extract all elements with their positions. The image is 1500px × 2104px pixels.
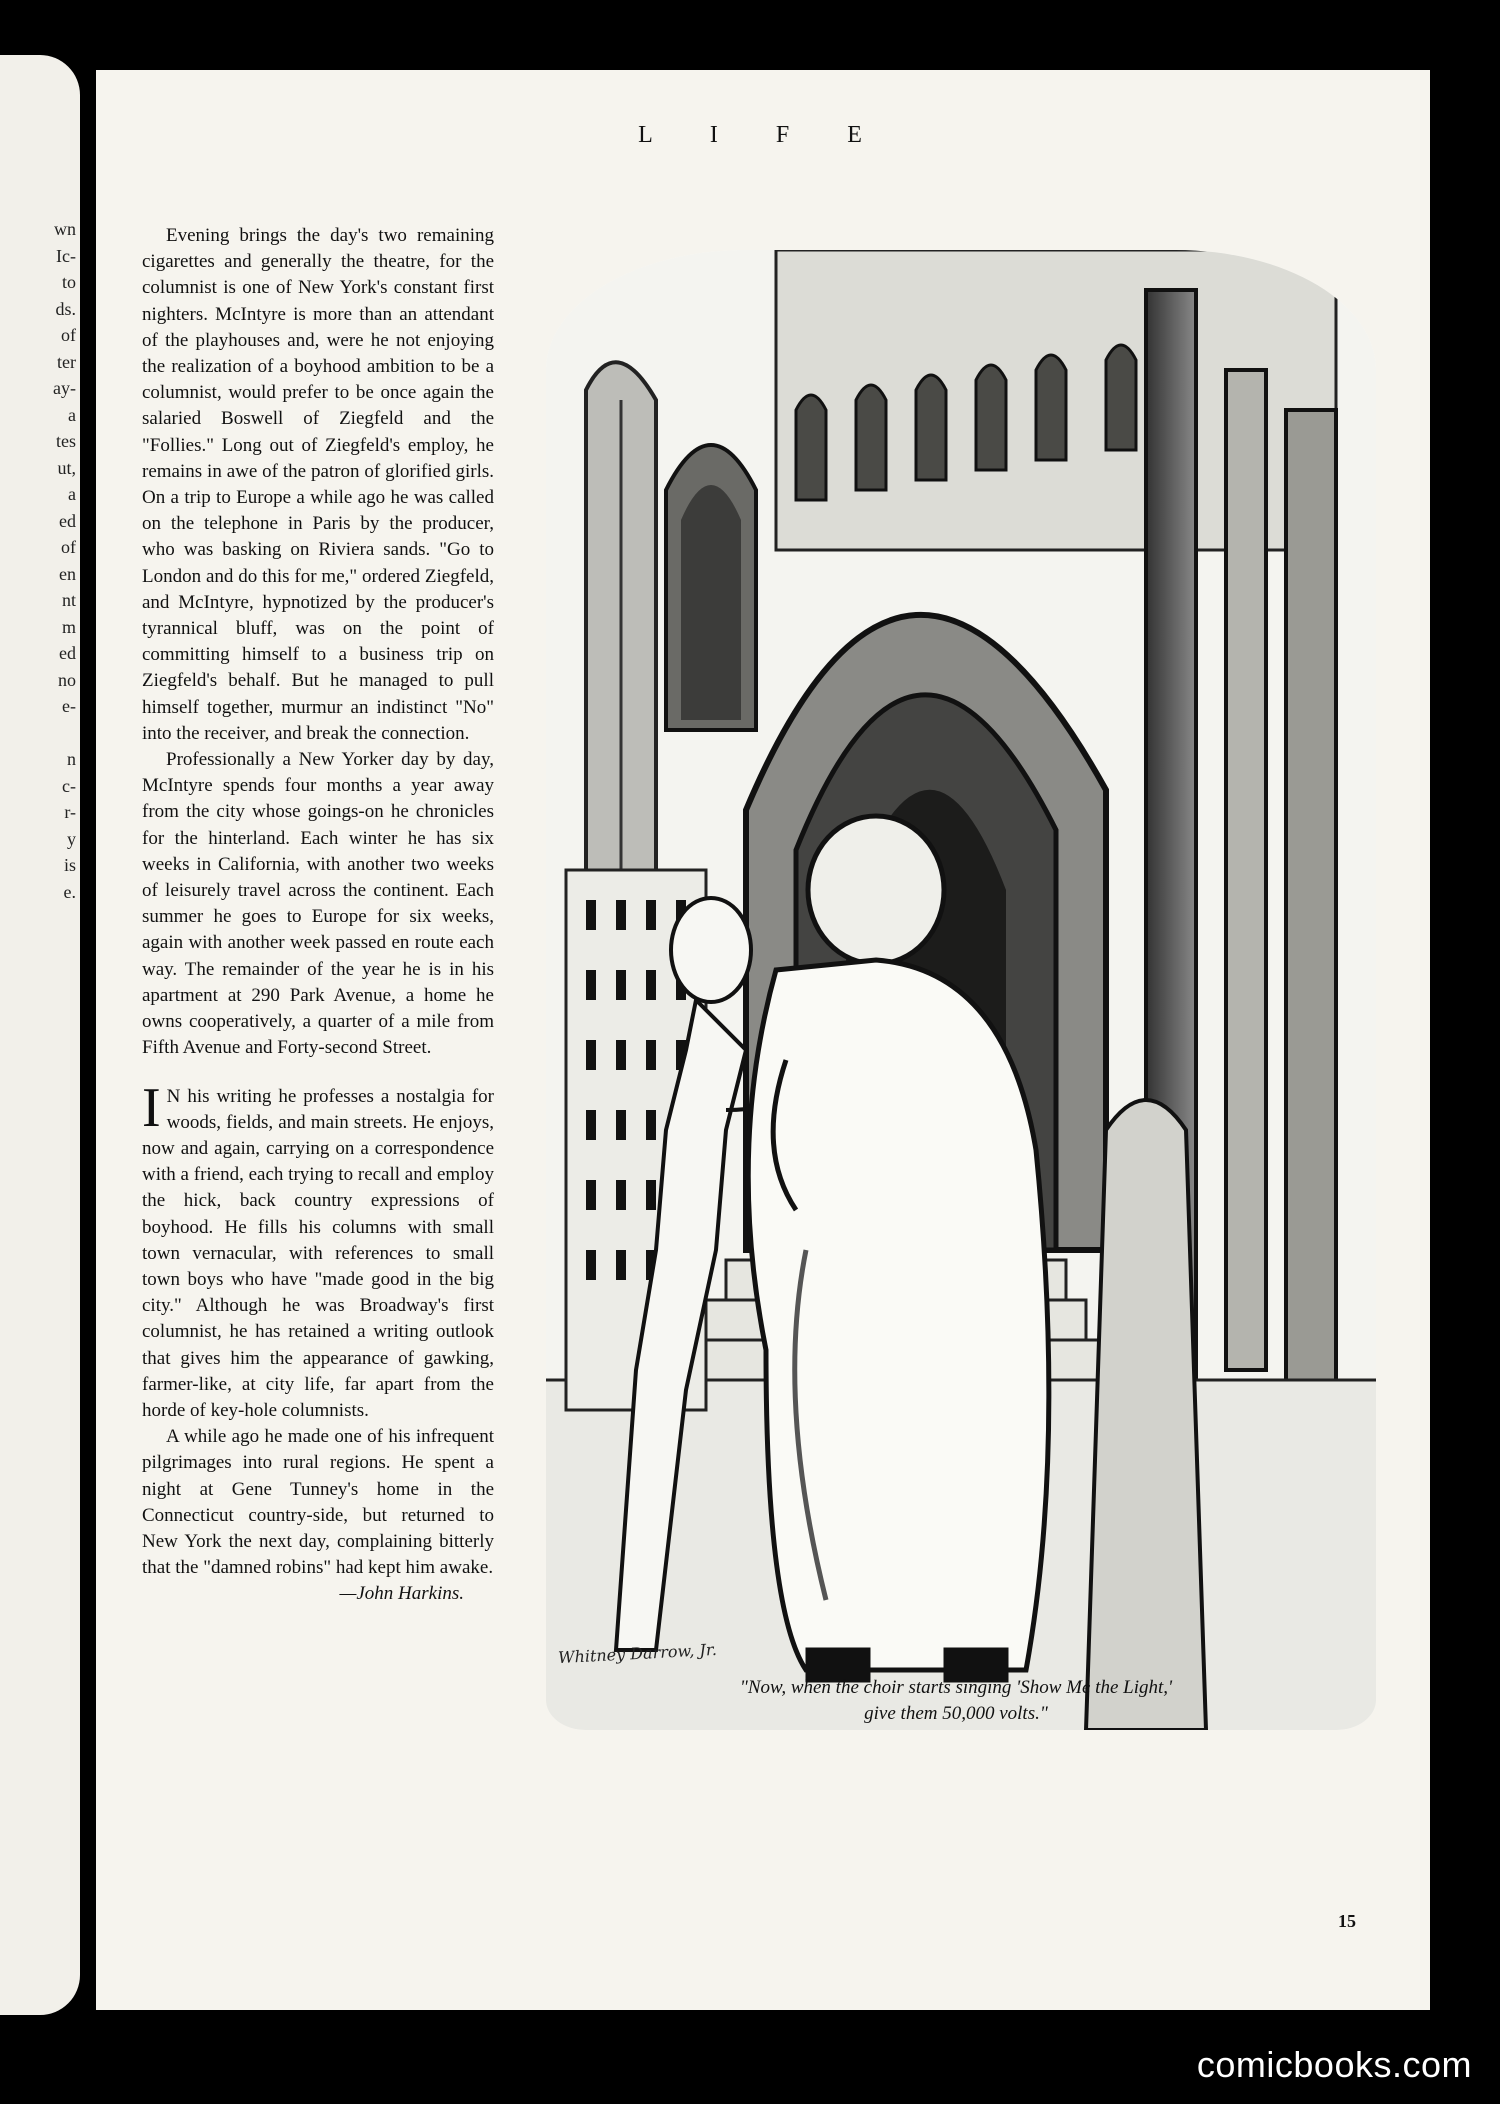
facing-page-fragment: ds. [55,298,76,319]
facing-page-fragment: no [58,669,76,690]
facing-page-fragment: ay- [53,378,76,398]
artist-signature: Whitney Darrow, Jr. [557,1639,718,1668]
facing-page-fragment: e. [63,881,76,902]
site-watermark: comicbooks.com [1196,2044,1472,2085]
facing-page-fragment: ed [59,643,76,663]
facing-page-fragment: of [61,537,76,557]
drop-cap: I [142,1076,161,1139]
facing-page-fragment: n [67,749,76,769]
article-paragraph-1: Evening brings the day's two remaining cigarettes and generally the theatre, for the columnist is one of New York's constant first nighters. McIntyre is more than an attendant of the playhouses and, were he not enjoying the realization of a boyhood ambition to be a columnist, would prefer to be once again the salaried Boswell of Ziegfeld and the "Follies." Long out of Ziegfeld's employ, he remains in awe of the patron of glorified girls. On a trip to Europe a while ago he was called on the telephone in Paris by the producer, who was basking on Riviera sands. "Go to London and do this for me," ordered Ziegfeld, and McIntyre, hypnotized by the producer's tyrannical bluff, was on the point of committing himself to a business trip on Ziegfeld's behalf. But he managed to pull himself together, murmur an indistinct "No" into the receiver, and break the connection. [142,225,494,744]
facing-page-fragment: m [61,616,76,637]
facing-page-fragment: ut, [57,457,76,478]
article-paragraph-3 [142,1076,494,1425]
article-column [142,223,494,1608]
running-head: L I F E [638,122,888,148]
facing-page-fragment: a [68,404,76,425]
cathedral-cartoon-drawing [546,250,1376,1730]
facing-page-fragment: Ic- [56,245,76,266]
facing-page-fragment: y [67,828,76,849]
article-paragraph-4: A while ago he made one of his infrequent pilgrimages into rural regions. He spent a night at Gene Tunney's home in the Connecticut country-side, but returned to New York the next day, complaining bitterly that the "damned robins" had kept him awake. [142,1426,494,1579]
facing-page-fragment: of [61,325,76,345]
caption-line-2: give them 50,000 volts." [864,1703,1048,1724]
facing-page-fragment: a [68,484,76,504]
facing-page-fragment: en [59,563,76,584]
facing-page-fragment: is [63,855,76,875]
facing-page-fragment: to [61,272,76,292]
page-number: 15 [1338,1911,1356,1931]
facing-page-fragment: r- [64,802,76,822]
facing-page-fragment: ter [57,351,76,372]
article-paragraph-2: Professionally a New Yorker day by day, McIntyre spends four months a year away from the city whose goings-on he chronicles for the hinterland. Each winter he has six weeks in California, with another two weeks of leisurely travel across the continent. Each summer he goes to Europe for six weeks, again with another week passed en route each way. The remainder of the year he is in his apartment at 290 Park Avenue, a home he owns cooperatively, a quarter of a mile from Fifth Avenue and Forty-second Street. [142,749,494,1059]
facing-page-fragment: tes [56,431,76,451]
paragraph-3-text: N his writing he professes a nostalgia for woods, fields, and main streets. He enjoys, now and again, carrying on a correspondence with a friend, each trying to recall and employ the hick, back country expressions of boyhood. He fills his columns with small town vernacular, with references to small town boys who have "made good in the big city." Although he was Broadway's first columnist, he has retained a writing outlook that gives him the appearance of gawking, farmer-like, at city life, far apart from the horde of key-hole columnists. [142,1085,494,1421]
facing-page-fragment: ed [59,510,76,531]
facing-page-edge [0,55,80,2015]
cartoon-caption [566,1675,1346,1727]
facing-page-fragment: c- [62,775,76,796]
cartoon-illustration [546,250,1376,1730]
magazine-page [96,70,1430,2010]
facing-page-fragment: wn [54,219,76,239]
byline: —John Harkins. [339,1583,464,1605]
caption-line-1: "Now, when the choir starts singing 'Show Me the Light,' [739,1677,1173,1698]
facing-page-fragment: e- [62,696,76,716]
facing-page-fragment: nt [61,590,76,610]
